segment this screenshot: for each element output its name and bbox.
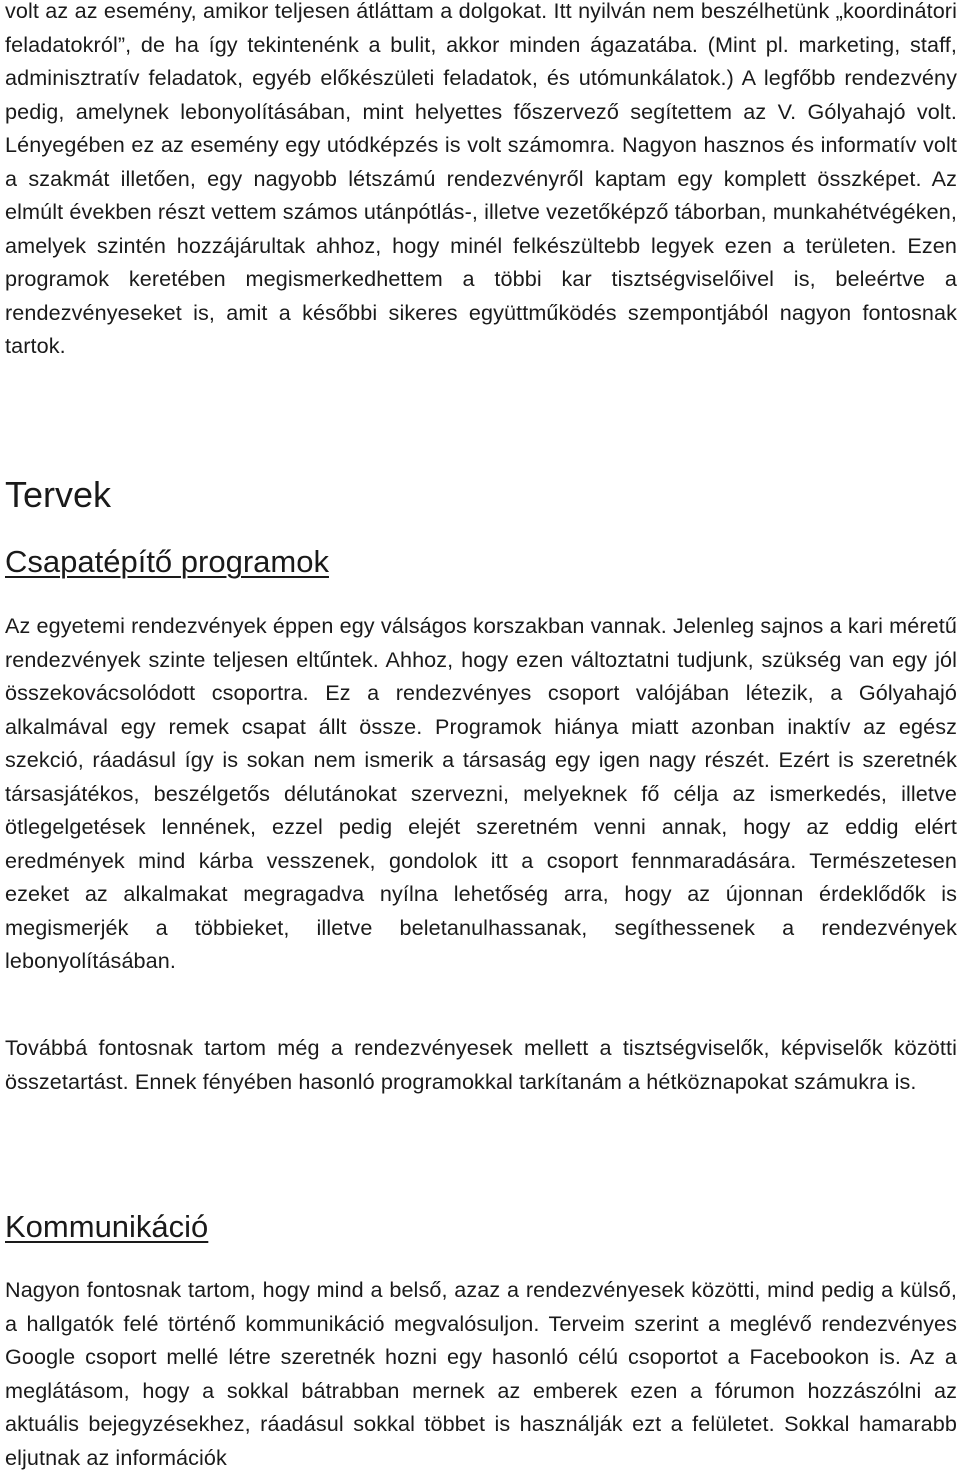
cohesion-section <box>5 1031 957 1098</box>
heading-communication: Kommunikáció <box>5 1209 209 1244</box>
communication-section <box>5 1273 957 1474</box>
heading-plans: Tervek <box>5 474 112 515</box>
intro-paragraph: volt az az esemény, amikor teljesen átláttam a dolgokat. Itt nyilván nem beszélhetünk „koordinátori feladatokról”, de ha így tekintenénk a bulit, akkor minden ágazatába. (Mint pl. marketing, staff, adminisztratív feladatok, egyéb előkészületi feladatok, és utómunkálatok.) A legfőbb rendezvény pedig, amelynek lebonyolításában, mint helyettes főszervező segítettem az V. Gólyahajó volt. Lényegében ez az esemény egy utódképzés is volt számomra. Nagyon hasznos és informatív volt a szakmát illetően, egy nagyobb létszámú rendezvényről kaptam egy komplett összképet. Az elmúlt években részt vettem számos utánpótlás-, illetve vezetőképző táborban, munkahétvégéken, amelyek szintén hozzájárultak ahhoz, hogy minél felkészültebb legyek ezen a területen. Ezen programok keretében megismerkedhettem a többi kar tisztségviselőivel is, beleértve a rendezvényeseket is, amit a későbbi sikeres együttműködés szempontjából nagyon fontosnak tartok. <box>5 0 957 358</box>
team-building-section <box>5 609 957 978</box>
cohesion-paragraph: Továbbá fontosnak tartom még a rendezvényesek mellett a tisztségviselők, képviselők közötti összetartást. Ennek fényében hasonló programokkal tarkítanám a hétköznapokat számukra is. <box>5 1035 957 1094</box>
team-building-paragraph: Az egyetemi rendezvények éppen egy válságos korszakban vannak. Jelenleg sajnos a kari méretű rendezvények szinte teljesen eltűntek. Ahhoz, hogy ezen változtatni tudjunk, szükség van egy jól összekovácsolódott csoportra. Ez a rendezvényes csoport valójában létezik, a Gólyahajó alkalmával egy remek csapat állt össze. Programok hiánya miatt azonban inaktív az egész szekció, ráadásul így is sokan nem ismerik a társaság egy igen nagy részét. Ezért is szeretnék társasjátékos, beszélgetős délutánokat szervezni, melyeknek fő célja az ismerkedés, illetve ötlegelgetések lennének, ezzel pedig elejét szeretném venni annak, hogy az eddig elért eredmények mind kárba vesszenek, gondolok itt a csoport fennmaradására. Természetesen ezeket az alkalmakat megragadva nyílna lehetőség arra, hogy az újonnan érdeklődők is megismerjék a többieket, illetve beletanulhassanak, segíthessenek a rendezvények lebonyolításában. <box>5 613 957 973</box>
communication-paragraph: Nagyon fontosnak tartom, hogy mind a belső, azaz a rendezvényesek közötti, mind pedig a külső, a hallgatók felé történő kommunikáció megvalósuljon. Terveim szerint a meglévő rendezvényes Google csoport mellé létre szeretnék hozni egy hasonló célú csoportot a Facebookon is. Az a meglátásom, hogy a sokkal bátrabban mernek az emberek ezen a fórumon hozzászólni az aktuális bejegyzésekhez, ráadásul sokkal többet is használják ezt a felületet. Sokkal hamarabb eljutnak az információk <box>5 1277 957 1470</box>
heading-team-building: Csapatépítő programok <box>5 544 329 579</box>
